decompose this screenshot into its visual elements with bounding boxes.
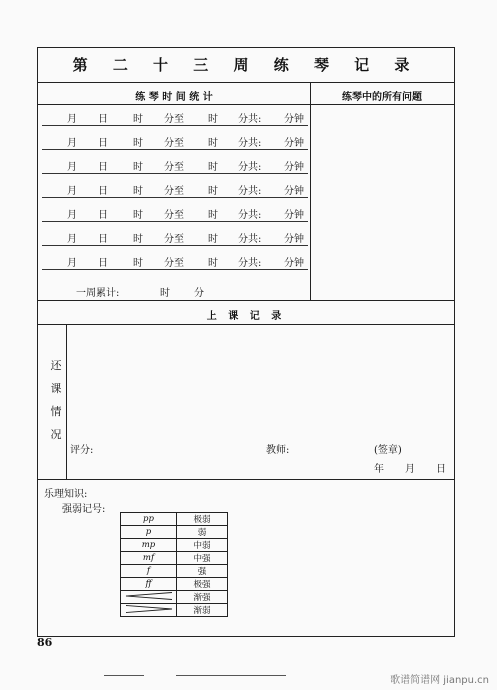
practice-row-cell: 分至	[164, 258, 184, 269]
practice-row-cell: 分钟	[284, 186, 304, 197]
practice-row-cell: 分钟	[284, 114, 304, 125]
dynamics-symbol: p	[121, 526, 177, 539]
practice-row-cell: 时	[133, 234, 143, 245]
dynamics-row	[121, 565, 228, 578]
practice-row-cell: 月	[67, 186, 77, 197]
practice-row	[38, 225, 310, 249]
practice-row-cell: 月	[67, 114, 77, 125]
practice-row	[38, 201, 310, 225]
row-underline	[42, 149, 308, 150]
practice-row-cell: 分至	[164, 114, 184, 125]
problems-header: 练琴中的所有问题	[342, 92, 422, 103]
row-underline	[42, 173, 308, 174]
practice-row-cell: 时	[133, 114, 143, 125]
dynamics-subheading: 强弱记号:	[62, 504, 106, 515]
weekly-total-hour: 时	[160, 288, 170, 299]
practice-row-cell: 时	[208, 138, 218, 149]
practice-row-cell: 分钟	[284, 258, 304, 269]
practice-row-cell: 分至	[164, 162, 184, 173]
lesson-side-label: 还 课 情 况	[50, 359, 62, 441]
practice-row	[38, 177, 310, 201]
practice-row-cell: 分共:	[238, 162, 262, 173]
divider	[38, 300, 454, 301]
practice-row-cell: 时	[208, 162, 218, 173]
dynamics-meaning: 中强	[177, 552, 228, 565]
practice-row-cell: 分共:	[238, 114, 262, 125]
practice-row	[38, 153, 310, 177]
practice-row-cell: 时	[133, 258, 143, 269]
practice-row-cell: 月	[67, 210, 77, 221]
weekly-total-label: 一周累计:	[76, 288, 120, 299]
practice-row-cell: 时	[208, 210, 218, 221]
practice-row-cell: 日	[98, 138, 108, 149]
crescendo-hairpin-icon	[124, 592, 174, 600]
practice-row-cell: 日	[98, 114, 108, 125]
practice-row-cell: 分钟	[284, 210, 304, 221]
practice-row-cell: 时	[133, 162, 143, 173]
dynamics-meaning: 渐强	[177, 591, 228, 604]
column-divider	[66, 324, 67, 479]
score-label: 评分:	[70, 445, 94, 456]
date-day: 日	[436, 464, 446, 475]
dynamics-row	[121, 552, 228, 565]
dynamics-meaning: 极强	[177, 578, 228, 591]
dynamics-row	[121, 604, 228, 617]
seal-label: (签章)	[374, 445, 402, 456]
practice-row-cell: 时	[208, 234, 218, 245]
theory-heading: 乐理知识:	[44, 489, 88, 500]
practice-row-cell: 分共:	[238, 258, 262, 269]
practice-row	[38, 129, 310, 153]
dynamics-meaning: 极弱	[177, 513, 228, 526]
row-underline	[42, 269, 308, 270]
dynamics-row	[121, 526, 228, 539]
page-number: 86	[37, 636, 53, 649]
practice-row-cell: 日	[98, 258, 108, 269]
date-month: 月	[405, 464, 415, 475]
practice-row-cell: 分钟	[284, 138, 304, 149]
column-divider	[310, 82, 311, 300]
practice-record-form	[37, 47, 455, 637]
dynamics-meaning: 中弱	[177, 539, 228, 552]
dynamics-table	[120, 512, 228, 617]
dynamics-meaning: 渐弱	[177, 604, 228, 617]
practice-row-cell: 日	[98, 210, 108, 221]
practice-row-cell: 分钟	[284, 234, 304, 245]
dynamics-meaning: 弱	[177, 526, 228, 539]
practice-row	[38, 105, 310, 129]
practice-row-cell: 分共:	[238, 186, 262, 197]
row-underline	[42, 245, 308, 246]
dynamics-symbol: mf	[121, 552, 177, 565]
decrescendo-hairpin-icon	[124, 605, 174, 613]
practice-row	[38, 249, 310, 273]
row-underline	[42, 197, 308, 198]
dynamics-row	[121, 591, 228, 604]
divider	[38, 82, 454, 83]
date-year: 年	[374, 464, 384, 475]
weekly-total-minute: 分	[194, 288, 204, 299]
practice-row-cell: 时	[208, 186, 218, 197]
dynamics-symbol: ff	[121, 578, 177, 591]
practice-row-cell: 日	[98, 234, 108, 245]
practice-row-cell: 月	[67, 138, 77, 149]
watermark: 歌谱简谱网 jianpu.cn	[390, 675, 489, 686]
practice-row-cell: 月	[67, 258, 77, 269]
dynamics-row	[121, 578, 228, 591]
practice-row-cell: 分至	[164, 210, 184, 221]
practice-row-cell: 日	[98, 162, 108, 173]
practice-row-cell: 分至	[164, 138, 184, 149]
dynamics-symbol	[121, 591, 177, 604]
practice-row-cell: 时	[133, 138, 143, 149]
page-title: 第 二 十 三 周 练 琴 记 录	[72, 56, 420, 74]
divider	[38, 324, 454, 325]
practice-row-cell: 时	[133, 210, 143, 221]
dynamics-symbol: f	[121, 565, 177, 578]
teacher-label: 教师:	[266, 445, 290, 456]
practice-row-cell: 时	[208, 258, 218, 269]
practice-row-cell: 分钟	[284, 162, 304, 173]
practice-row-cell: 月	[67, 234, 77, 245]
dynamics-row	[121, 513, 228, 526]
dynamics-meaning: 强	[177, 565, 228, 578]
practice-row-cell: 分至	[164, 234, 184, 245]
practice-row-cell: 分共:	[238, 138, 262, 149]
divider	[38, 479, 454, 480]
practice-time-header: 练 琴 时 间 统 计	[135, 92, 213, 103]
dynamics-symbol: pp	[121, 513, 177, 526]
footer-rule	[104, 675, 144, 676]
practice-row-cell: 分至	[164, 186, 184, 197]
lesson-record-header: 上 课 记 录	[206, 311, 286, 322]
practice-row-cell: 日	[98, 186, 108, 197]
practice-row-cell: 时	[208, 114, 218, 125]
practice-row-cell: 时	[133, 186, 143, 197]
row-underline	[42, 221, 308, 222]
dynamics-row	[121, 539, 228, 552]
dynamics-symbol	[121, 604, 177, 617]
footer-rule	[176, 675, 286, 676]
practice-row-cell: 分共:	[238, 210, 262, 221]
practice-row-cell: 月	[67, 162, 77, 173]
dynamics-symbol: mp	[121, 539, 177, 552]
practice-row-cell: 分共:	[238, 234, 262, 245]
row-underline	[42, 125, 308, 126]
